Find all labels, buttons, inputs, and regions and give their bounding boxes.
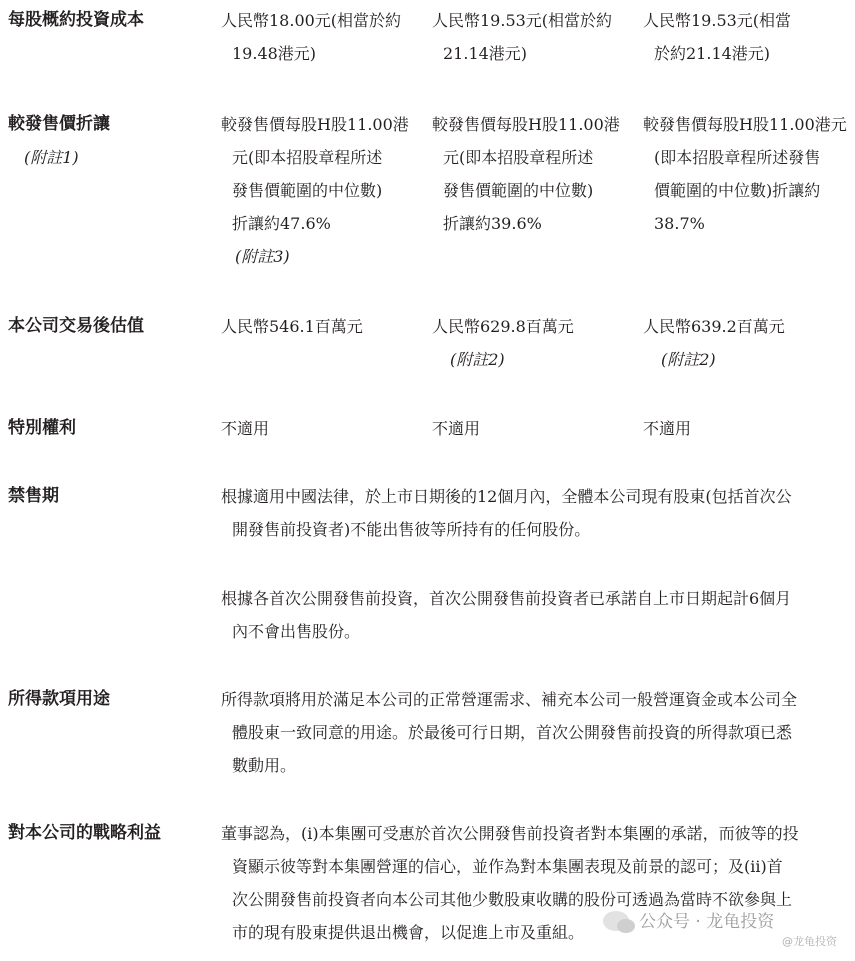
watermark-sub: @龙龟投资 bbox=[782, 935, 837, 948]
row-label-discount: 較發售價折讓 bbox=[8, 114, 110, 134]
discount-col3-line: 38.7% bbox=[654, 214, 705, 233]
discount-col2 bbox=[432, 108, 620, 240]
valuation-col2-line: 人民幣629.8百萬元 bbox=[432, 317, 574, 336]
strategic-line: 資顯示彼等對本集團營運的信心，並作為對本集團表現及前景的認可；及(ii)首 bbox=[232, 857, 783, 876]
row-label-proceeds: 所得款項用途 bbox=[8, 689, 110, 709]
cost-col3 bbox=[643, 4, 791, 70]
cost-col1-line: 人民幣18.00元(相當於約 bbox=[221, 11, 402, 30]
wechat-logo-icon bbox=[603, 911, 629, 931]
discount-col1-line: 折讓約47.6% bbox=[232, 214, 331, 233]
cost-col3-line: 人民幣19.53元(相當 bbox=[643, 11, 792, 30]
special-rights-col3: 不適用 bbox=[643, 419, 692, 438]
proceeds-paragraph bbox=[221, 683, 847, 782]
discount-col3 bbox=[643, 108, 847, 240]
lockup-paragraph-2 bbox=[221, 582, 847, 648]
special-rights-col2: 不適用 bbox=[432, 419, 481, 438]
row-label-strategic: 對本公司的戰略利益 bbox=[8, 823, 161, 843]
discount-col1-line: 元(即本招股章程所述 bbox=[232, 148, 383, 167]
special-rights-col1: 不適用 bbox=[221, 419, 270, 438]
discount-col3-line: (即本招股章程所述發售 bbox=[654, 148, 821, 167]
cost-col3-line: 於約21.14港元) bbox=[654, 44, 771, 63]
row-label-special-rights: 特別權利 bbox=[8, 418, 76, 438]
proceeds-line: 體股東一致同意的用途。於最後可行日期，首次公開發售前投資的所得款項已悉 bbox=[232, 723, 793, 742]
proceeds-line: 所得款項將用於滿足本公司的正常營運需求、補充本公司一般營運資金或本公司全 bbox=[221, 690, 798, 709]
row-label-lockup: 禁售期 bbox=[8, 486, 59, 506]
row-label-cost: 每股概約投資成本 bbox=[8, 10, 144, 30]
lockup-line: 根據適用中國法律，於上市日期後的12個月內，全體本公司現有股東(包括首次公 bbox=[221, 487, 792, 506]
discount-col3-line: 價範圍的中位數)折讓約 bbox=[654, 181, 821, 200]
discount-col1-line: 較發售價每股H股11.00港 bbox=[221, 115, 409, 134]
lockup-line: 開發售前投資者)不能出售彼等所持有的任何股份。 bbox=[232, 520, 591, 539]
note-2: (附註2) bbox=[450, 350, 505, 369]
discount-col2-line: 較發售價每股H股11.00港 bbox=[432, 115, 620, 134]
valuation-col1 bbox=[221, 310, 363, 343]
discount-col1 bbox=[221, 108, 409, 273]
watermark-text: 公众号 · 龙龟投资 bbox=[639, 912, 775, 932]
watermark bbox=[603, 893, 843, 953]
cost-col2-line: 人民幣19.53元(相當於約 bbox=[432, 11, 613, 30]
note-1: (附註1) bbox=[24, 148, 79, 167]
note-3: (附註3) bbox=[235, 247, 290, 266]
valuation-col1-line: 人民幣546.1百萬元 bbox=[221, 317, 363, 336]
lockup-line: 內不會出售股份。 bbox=[232, 622, 361, 641]
discount-col2-line: 折讓約39.6% bbox=[443, 214, 542, 233]
discount-col1-line: 發售價範圍的中位數) bbox=[232, 181, 383, 200]
cost-col2 bbox=[432, 4, 612, 70]
cost-col1 bbox=[221, 4, 401, 70]
lockup-line: 根據各首次公開發售前投資，首次公開發售前投資者已承諾自上市日期起計6個月 bbox=[221, 589, 792, 608]
discount-col3-line: 較發售價每股H股11.00港元 bbox=[643, 115, 847, 134]
cost-col2-line: 21.14港元) bbox=[443, 44, 528, 63]
valuation-col3 bbox=[643, 310, 785, 376]
note-2: (附註2) bbox=[661, 350, 716, 369]
strategic-line: 次公開發售前投資者向本公司其他少數股東收購的股份可透過為當時不欲參與上 bbox=[232, 890, 793, 909]
discount-col2-line: 發售價範圍的中位數) bbox=[443, 181, 594, 200]
strategic-line: 董事認為，(i)本集團可受惠於首次公開發售前投資者對本集團的承諾，而彼等的投 bbox=[221, 824, 799, 843]
cost-col1-line: 19.48港元) bbox=[232, 44, 317, 63]
proceeds-line: 數動用。 bbox=[232, 756, 297, 775]
valuation-col2 bbox=[432, 310, 574, 376]
strategic-line: 市的現有股東提供退出機會，以促進上市及重組。 bbox=[232, 923, 585, 942]
valuation-col3-line: 人民幣639.2百萬元 bbox=[643, 317, 785, 336]
row-label-valuation: 本公司交易後估值 bbox=[8, 316, 144, 336]
discount-col2-line: 元(即本招股章程所述 bbox=[443, 148, 594, 167]
lockup-paragraph-1 bbox=[221, 480, 847, 546]
